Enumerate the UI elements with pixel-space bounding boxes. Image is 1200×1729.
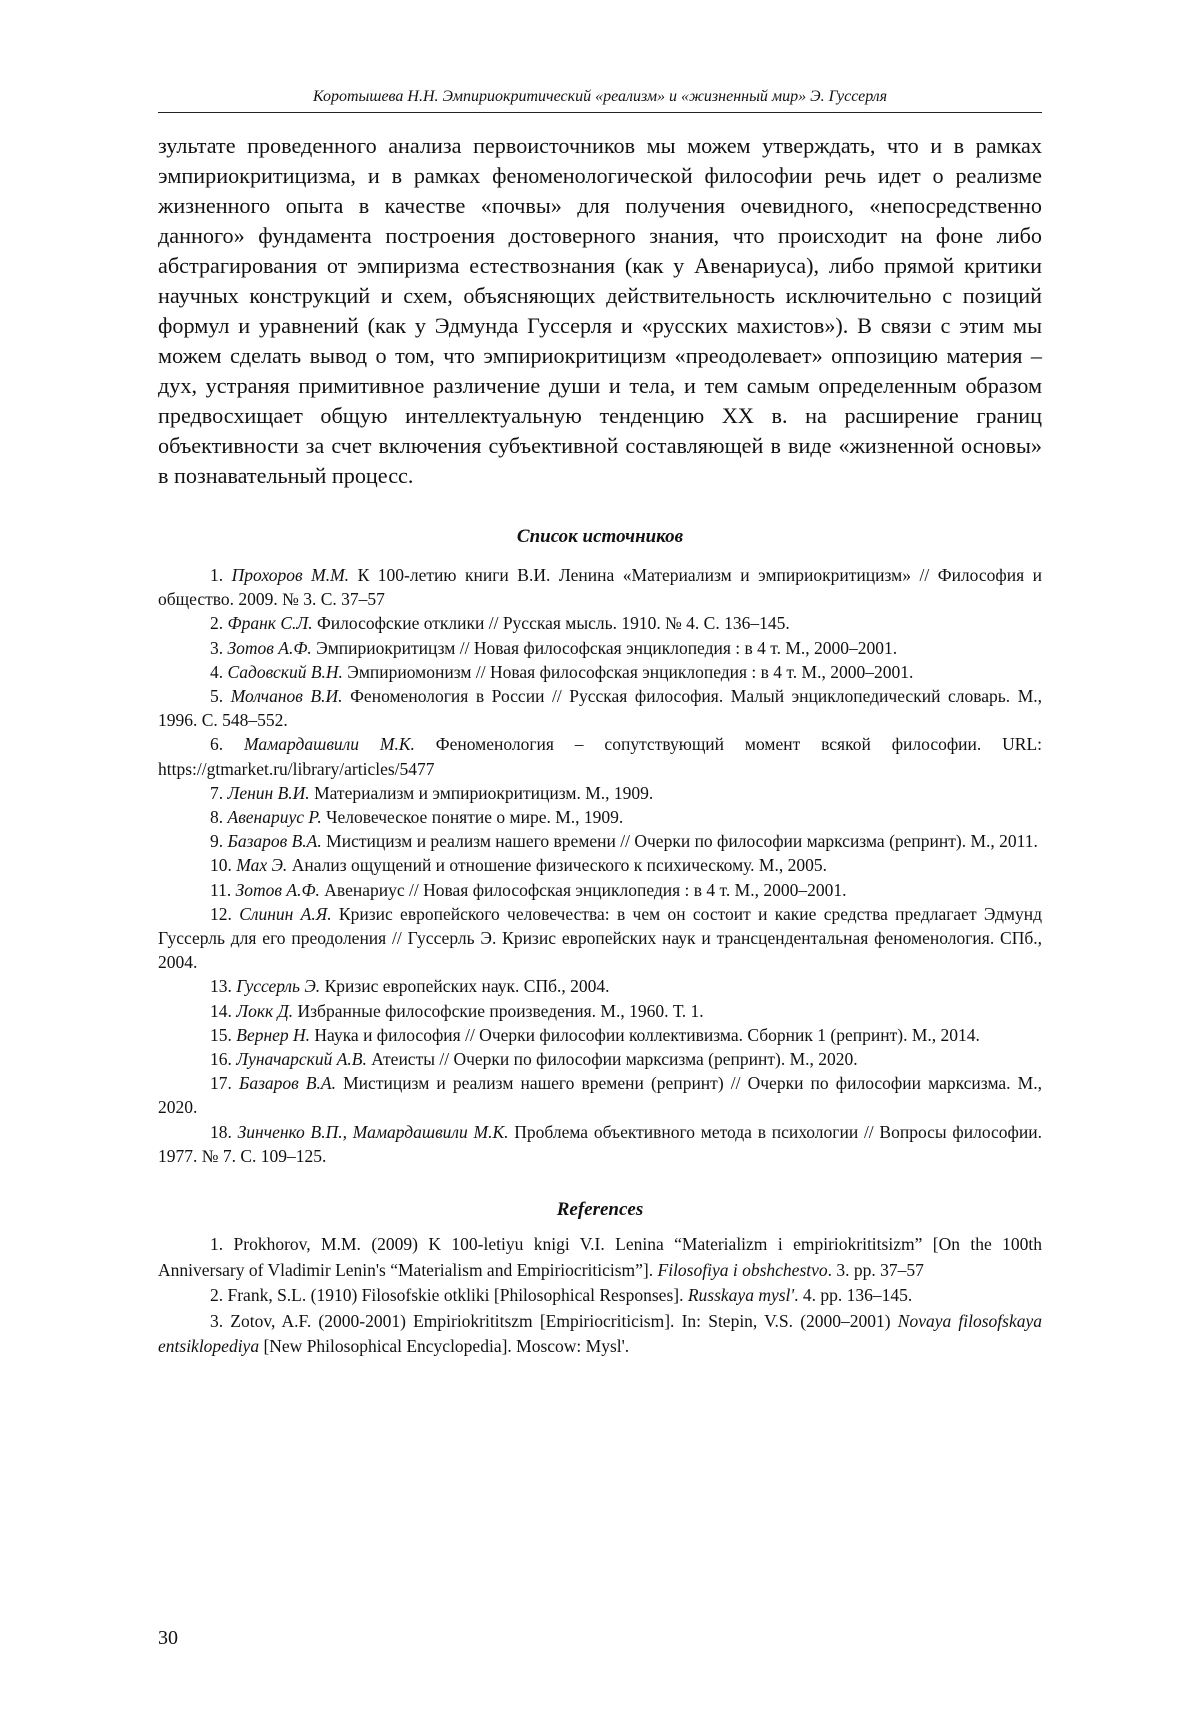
source-item: 4. Садовский В.Н. Эмпириомонизм // Новая философская энциклопедия : в 4 т. М., 2000–2001. <box>210 661 914 682</box>
reference-item: 3. Zotov, A.F. (2000-2001) Empiriokrititszm [Empiriocriticism]. In: Stepin, V.S. (2000–2001) Novaya filosofskaya entsiklopediya [New Philosophical Encyclopedia]. Moscow: Mysl'. <box>158 1310 1042 1357</box>
references-title: References <box>556 1199 644 1221</box>
references-list <box>158 1232 1042 1360</box>
reference-item: 2. Frank, S.L. (1910) Filosofskie otkliki [Philosophical Responses]. Russkaya mysl'. 4. pp. 136–145. <box>210 1285 913 1306</box>
page-number: 30 <box>158 1627 178 1649</box>
source-item: 15. Вернер Н. Наука и философия // Очерки философии коллективизма. Сборник 1 (репринт). М., 2014. <box>210 1024 980 1045</box>
source-item: 16. Луначарский А.В. Атеисты // Очерки по философии марксизма (репринт). М., 2020. <box>210 1049 858 1070</box>
source-item: 8. Авенариус Р. Человеческое понятие о мире. М., 1909. <box>210 807 624 828</box>
body-paragraph: зультате проведенного анализа первоисточников мы можем утверждать, что и в рамках эмпириокритицизма, и в рамках феноменологической философии речь идет о реализме жизненного опыта в качестве «почвы» для получения очевидного, «непосредственно данного» фундамента построения достоверного знания, что происходит на фоне либо абстрагирования от эмпиризма естествознания (как у Авенариуса), либо прямой критики научных конструкций и схем, объясняющих действительность исключительно с позиций формул и уравнений (как у Эдмунда Гуссерля и «русских махистов»). В связи с этим мы можем сделать вывод о том, что эмпириокритицизм «преодолевает» оппозицию материя – дух, устраняя примитивное различение души и тела, и тем самым определенным образом предвосхищает общую интеллектуальную тенденцию XX в. на расширение границ объективности за счет включения субъективной составляющей в виде «жизненной основы» в познавательный процесс. <box>158 133 1042 488</box>
source-item: 18. Зинченко В.П., Мамардашвили М.К. Проблема объективного метода в психологии // Вопросы философии. 1977. № 7. С. 109–125. <box>158 1121 1042 1166</box>
source-item: 5. Молчанов В.И. Феноменология в России // Русская философия. Малый энциклопедический словарь. М., 1996. С. 548–552. <box>158 686 1043 731</box>
source-item: 9. Базаров В.А. Мистицизм и реализм нашего времени // Очерки по философии марксизма (репринт). М., 2011. <box>210 831 1038 852</box>
source-item: 14. Локк Д. Избранные философские произведения. М., 1960. Т. 1. <box>210 1000 704 1021</box>
source-item: 10. Мах Э. Анализ ощущений и отношение физического к психическому. М., 2005. <box>210 855 827 876</box>
source-item: 17. Базаров В.А. Мистицизм и реализм нашего времени (репринт) // Очерки по философии марксизма. М., 2020. <box>158 1073 1042 1118</box>
source-item: 2. Франк С.Л. Философские отклики // Русская мысль. 1910. № 4. С. 136–145. <box>210 613 790 634</box>
page <box>158 86 1042 1360</box>
sources-list <box>158 563 1042 1168</box>
header-rule <box>158 112 1042 113</box>
source-item: 11. Зотов А.Ф. Авенариус // Новая философская энциклопедия : в 4 т. М., 2000–2001. <box>210 879 847 900</box>
source-item: 13. Гуссерль Э. Кризис европейских наук. СПб., 2004. <box>210 976 610 997</box>
source-item: 1. Прохоров М.М. К 100-летию книги В.И. Ленина «Материализм и эмпириокритицизм» // Философия и общество. 2009. № 3. С. 37–57 <box>158 565 1043 610</box>
source-item: 12. Слинин А.Я. Кризис европейского человечества: в чем он состоит и какие средства предлагает Эдмунд Гуссерль для его преодоления // Гуссерль Э. Кризис европейских наук и трансцендентальная феноменология. СПб., 2004. <box>158 903 1043 973</box>
running-header: Коротышева Н.Н. Эмпириокритический «реализм» и «жизненный мир» Э. Гуссерля <box>312 88 888 105</box>
source-item: 6. Мамардашвили М.К. Феноменология – сопутствующий момент всякой философии. URL: https://gtmarket.ru/library/articles/5477 <box>158 734 1043 779</box>
sources-title: Список источников <box>516 526 684 547</box>
reference-item: 1. Prokhorov, M.M. (2009) K 100-letiyu knigi V.I. Lenina “Materializm i empiriokrititsizm” [On the 100th Anniversary of Vladimir Lenin's “Materialism and Empiriocriticism”]. Filosofiya i obshchestvo. 3. pp. 37–57 <box>158 1234 1043 1280</box>
source-item: 3. Зотов А.Ф. Эмпириокритицзм // Новая философская энциклопедия : в 4 т. М., 2000–2001. <box>210 637 898 658</box>
source-item: 7. Ленин В.И. Материализм и эмпириокритицизм. М., 1909. <box>210 782 654 803</box>
